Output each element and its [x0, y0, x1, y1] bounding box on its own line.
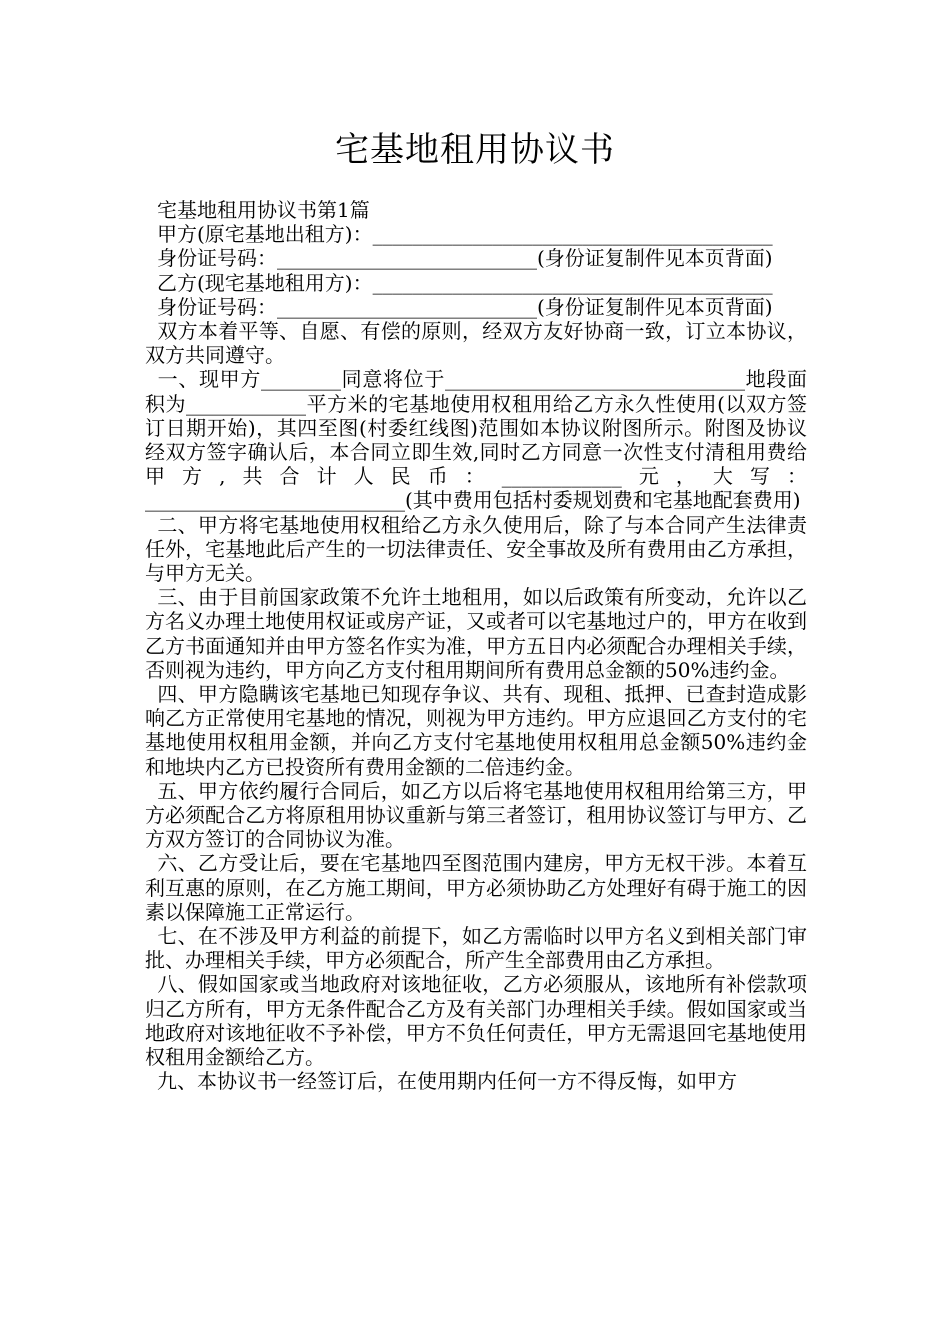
- clause-8: [145, 972, 807, 1069]
- party-a-blank: ________________________________________: [372, 222, 773, 247]
- clause-5: [145, 779, 807, 852]
- clause-text: 双方本着平等、自愿、有偿的原则，经双方友好协商一致，订立本协议，双方共同遵守。: [145, 318, 807, 368]
- clause-text: 六、乙方受让后，要在宅基地四至图范围内建房，甲方无权干涉。本着互利互惠的原则，在乙方施工期间，甲方必须协助乙方处理好有碍于施工的因素以保障施工正常运行。: [145, 851, 807, 924]
- clause-4: [145, 682, 807, 779]
- clause-text: 四、甲方隐瞒该宅基地已知现存争议、共有、现租、抵押、已查封造成影响乙方正常使用宅基地的情况，则视为甲方违约。甲方应退回乙方支付的宅基地使用权租用金额，并向乙方支付宅基地使用权租用总金额50%违约金和地块内乙方已投资所有费用金额的二倍违约金。: [145, 681, 807, 779]
- clause-2: [145, 513, 807, 586]
- clause-1: [145, 367, 807, 512]
- party-a-label: 甲方(原宅基地出租方)：: [157, 222, 373, 247]
- subtitle: 宅基地租用协议书第1篇: [157, 198, 370, 222]
- id-a-label: 身份证号码：: [157, 246, 277, 271]
- id-b-note: (身份证复制件见本页背面): [537, 294, 773, 319]
- id-a-blank: __________________________: [277, 246, 537, 271]
- clause-6: [145, 851, 807, 924]
- clause-text: 七、在不涉及甲方利益的前提下，如乙方需临时以甲方名义到相关部门审批、办理相关手续，甲方必须配合，所产生全部费用由乙方承担。: [145, 924, 807, 973]
- party-b-line: [145, 271, 807, 295]
- id-b-blank: __________________________: [277, 294, 537, 319]
- id-a-note: (身份证复制件见本页背面): [537, 246, 773, 271]
- clause-text: 五、甲方依约履行合同后，如乙方以后将宅基地使用权租用给第三方，甲方必须配合乙方将原租用协议重新与第三者签订，租用协议签订与甲方、乙方双方签订的合同协议为准。: [145, 778, 807, 852]
- party-b-blank: ________________________________________: [372, 270, 773, 295]
- clause-9: [145, 1069, 807, 1093]
- clause-text: 一、现甲方________同意将位于______________________________地段面积为____________平方米的宅基地使用权租用给乙方永久性使用(以双方签订日期开始)，其四至图(村委红线图)范围如本协议附图所示。附图及协议经双方签字确认后，本合同立即生效,同时乙方同意一次性支付清租用费给甲方,共合计人民币：____________元，大写：__________________________(其中费用包括村委规划费和宅基地配套费用): [145, 367, 807, 513]
- clause-preamble: [145, 319, 807, 367]
- document-body: [145, 198, 807, 1093]
- clause-3: [145, 585, 807, 682]
- id-b-label: 身份证号码：: [157, 294, 277, 319]
- clause-text: 八、假如国家或当地政府对该地征收，乙方必须服从，该地所有补偿款项归乙方所有，甲方无条件配合乙方及有关部门办理相关手续。假如国家或当地政府对该地征收不予补偿，甲方不负任何责任，甲方无需退回宅基地使用权租用金额给乙方。: [145, 972, 807, 1070]
- clause-text: 九、本协议书一经签订后，在使用期内任何一方不得反悔，如甲方: [157, 1069, 737, 1094]
- id-a-line: [145, 246, 807, 270]
- subtitle-line: [145, 198, 807, 222]
- clause-7: [145, 924, 807, 972]
- id-b-line: [145, 295, 807, 319]
- party-b-label: 乙方(现宅基地租用方)：: [157, 270, 373, 295]
- clause-text: 二、甲方将宅基地使用权租给乙方永久使用后，除了与本合同产生法律责任外，宅基地此后产生的一切法律责任、安全事故及所有费用由乙方承担，与甲方无关。: [145, 512, 807, 585]
- clause-text: 三、由于目前国家政策不允许土地租用，如以后政策有所变动，允许以乙方名义办理土地使用权证或房产证，又或者可以宅基地过户的，甲方在收到乙方书面通知并由甲方签名作实为准，甲方五日内必须配合办理相关手续，否则视为违约，甲方向乙方支付租用期间所有费用总金额的50%违约金。: [145, 585, 807, 682]
- document-title: 宅基地租用协议书: [335, 130, 615, 170]
- party-a-line: [145, 222, 807, 246]
